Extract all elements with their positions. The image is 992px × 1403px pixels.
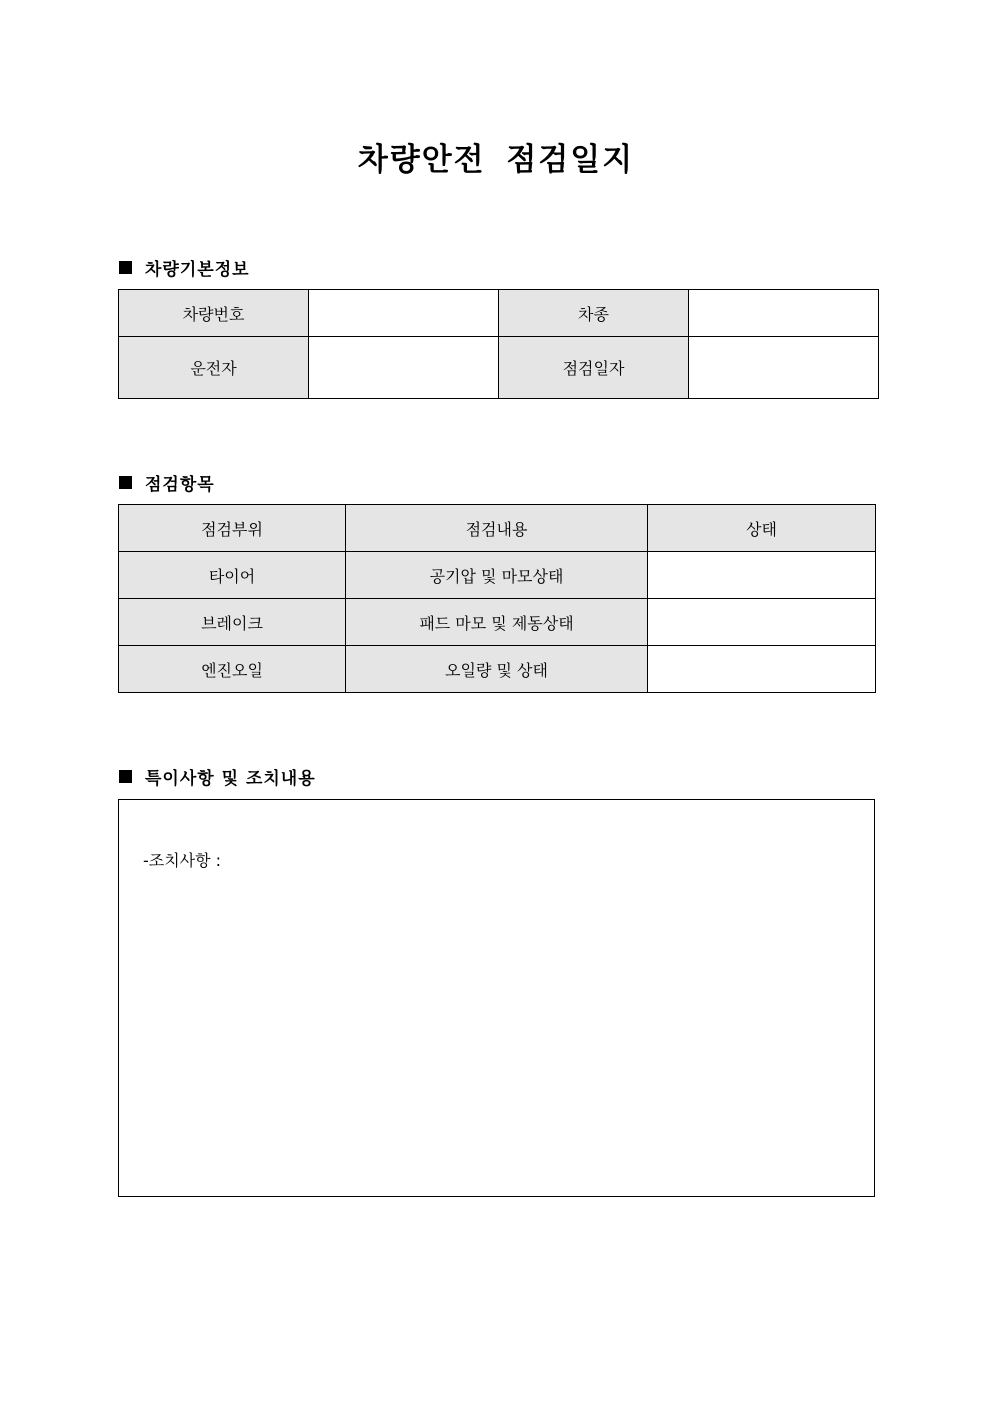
status-field[interactable] xyxy=(648,552,876,599)
header-status: 상태 xyxy=(648,505,876,552)
square-bullet-icon xyxy=(119,261,132,274)
section-heading-label: 점검항목 xyxy=(145,475,215,495)
section-heading-check-items xyxy=(119,470,215,495)
inspection-date-field[interactable] xyxy=(689,337,879,399)
action-label: -조치사항 : xyxy=(143,851,222,870)
table-header-row xyxy=(119,505,876,552)
vehicle-number-field[interactable] xyxy=(309,290,499,337)
section-heading-basic-info xyxy=(119,255,250,280)
content-cell: 오일량 및 상태 xyxy=(346,646,648,693)
part-cell: 브레이크 xyxy=(119,599,346,646)
checklist-table xyxy=(118,504,876,693)
square-bullet-icon xyxy=(119,770,132,783)
vehicle-type-field[interactable] xyxy=(689,290,879,337)
status-field[interactable] xyxy=(648,599,876,646)
page-title: 차량안전 점검일지 xyxy=(357,142,635,178)
header-content: 점검내용 xyxy=(346,505,648,552)
header-part: 점검부위 xyxy=(119,505,346,552)
notes-text-area[interactable] xyxy=(118,799,875,1197)
table-row xyxy=(119,552,876,599)
vehicle-type-label: 차종 xyxy=(499,290,689,337)
part-cell: 타이어 xyxy=(119,552,346,599)
driver-field[interactable] xyxy=(309,337,499,399)
basic-info-table xyxy=(118,289,879,399)
section-heading-label: 차량기본정보 xyxy=(145,260,250,280)
inspection-date-label: 점검일자 xyxy=(499,337,689,399)
content-cell: 패드 마모 및 제동상태 xyxy=(346,599,648,646)
table-row xyxy=(119,290,879,337)
table-row xyxy=(119,337,879,399)
section-heading-notes xyxy=(119,764,316,789)
table-row xyxy=(119,599,876,646)
section-heading-label: 특이사항 및 조치내용 xyxy=(145,769,316,789)
driver-label: 운전자 xyxy=(119,337,309,399)
vehicle-number-label: 차량번호 xyxy=(119,290,309,337)
part-cell: 엔진오일 xyxy=(119,646,346,693)
table-row xyxy=(119,646,876,693)
square-bullet-icon xyxy=(119,476,132,489)
content-cell: 공기압 및 마모상태 xyxy=(346,552,648,599)
status-field[interactable] xyxy=(648,646,876,693)
